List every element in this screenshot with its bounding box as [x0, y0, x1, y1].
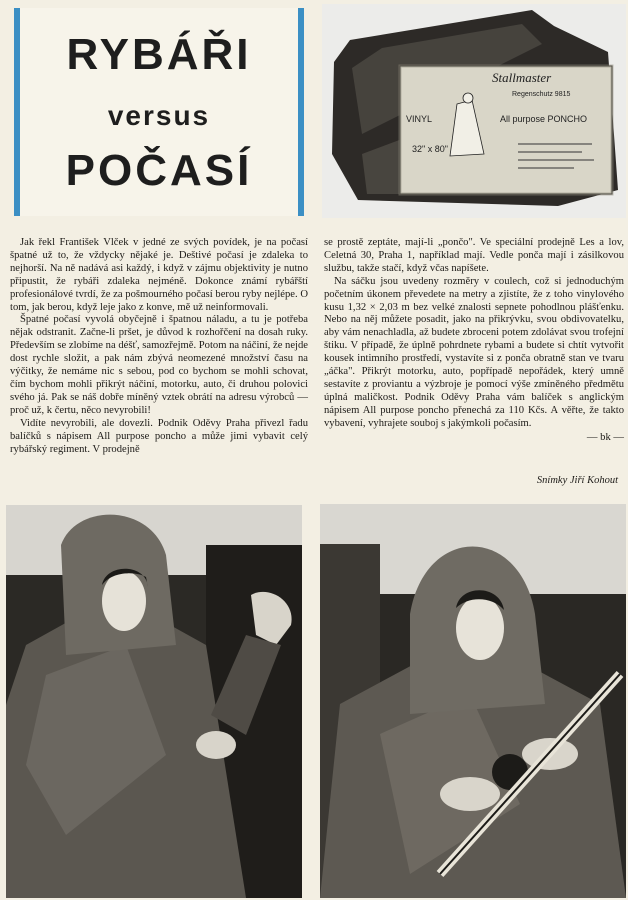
title-line-2: versus	[107, 100, 211, 131]
photo-credit: Snímky Jiří Kohout	[536, 475, 618, 486]
package-material: VINYL	[406, 114, 433, 124]
article-paragraph: Špatné počasí vyvolá obyčejně i špatnou náladu, a tu je potřeba nějak odstranit. Začne-li pršet, je důvod k rozhořčení na dosah ruky. Především se zlobíme na déšť, samozřejmě. Potom na náčiní, že nejde dost rychle složit, a pak nám zbývá neomezené množství času na výčitky, že nemáme nic s sebou, pod co bychom se mohli schovat, čím bychom mohli přikrýt náčiní, motorku, auto, či druhou polovici svého já. Pak se náš dobře míněný vztek obrátí na adresu výrobců — proč už, k čertu, něco nevyrobili!	[10, 314, 308, 416]
package-size: 32" x 80"	[412, 144, 448, 154]
man-in-poncho-photo-right	[320, 504, 626, 898]
package-product: All purpose PONCHO	[500, 114, 588, 124]
title-box	[14, 8, 304, 216]
poncho-package-illustration	[322, 4, 626, 218]
man-in-poncho-illustration-left	[6, 505, 302, 898]
package-catalog: Regenschutz 9815	[512, 91, 571, 98]
package-brand: Stallmaster	[492, 70, 552, 85]
article-column-right	[324, 237, 624, 445]
title-line-1: RYBÁŘI	[66, 30, 252, 79]
author-signature: — bk —	[586, 431, 624, 443]
poncho-package-photo	[322, 4, 626, 218]
article-paragraph: Na sáčku jsou uvedeny rozměry v coulech, což si jednoduchým početním úkonem převedete na metry a zjistíte, že z toho vinylového kusu 1,32 × 2,03 m bez velké znalosti sepnete pohodlnou plášťenku. Nebo na něj můžete posadit, jako na přikrývku, svou obdivovatelku, aby vám nenachladla, až budete zbroceni potem zdolávat svou trofejní štiku. V případě, že úplně pohrdnete rybami a budete si chtít vytvořit kousek intimního prostředí, vystavíte si z ponča obratně stan ve tvaru „áčka". Přikrýt motorku, auto, popřípadě nepořádek, který umně sestavíte z proviantu a výzbroje je pomocí výše zmíněného předmětu úplná maličkost. Podnik Oděvy Praha vám balíček s anglickým nápisem All purpose poncho přenechá za 110 Kčs. A věřte, že takto vybavení, vyhrajete souboj s jakýmkoli počasím.	[324, 275, 624, 429]
man-in-poncho-illustration-right	[320, 504, 626, 898]
man-in-poncho-photo-left	[6, 505, 302, 898]
title-line-3: POČASÍ	[65, 146, 253, 195]
article-paragraph: se prostě zeptáte, mají-li „pončo". Ve speciální prodejně Les a lov, Celetná 30, Praha 1, například mají. Vedle ponča mají i zásilkovou službu, takže stačí, když včas napíšete.	[324, 237, 624, 274]
article-paragraph: Vidíte nevyrobili, ale dovezli. Podnik Oděvy Praha přivezl řadu balíčků s nápisem All purpose poncho a může jimi vybavit celý rybářský regiment. V prodejně	[10, 417, 308, 455]
article-paragraph: Jak řekl František Vlček v jedné ze svých povídek, je na počasí špatné už to, že vždycky nějaké je. Deštivé počasí je zdaleka to nejhorší. Na ně nadává asi každý, i když v zájmu objektivity je nutno připustit, že rybáři zdaleka nejméně. Dokonce známí rybářští profesionálové tvrdí, že za pošmourného počasí berou ryby nejlépe. O tom, jak berou, když leje jako z konve, mě už neinformovali.	[10, 237, 308, 313]
article-column-left	[10, 237, 308, 456]
